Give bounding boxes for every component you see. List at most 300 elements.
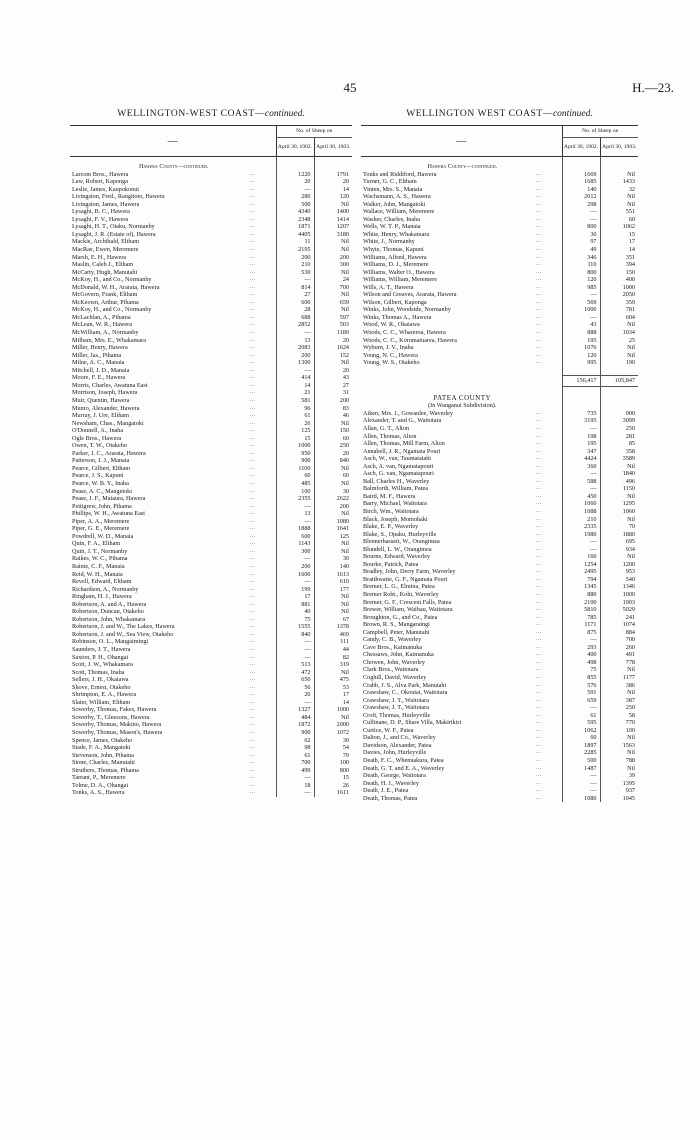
table-row (361, 629, 638, 637)
sheep-1903: 53 (314, 684, 352, 692)
table-row (70, 352, 352, 360)
sheep-1903: Nil (600, 666, 638, 674)
leader-dots: ... (250, 298, 256, 305)
table-row (361, 337, 638, 345)
table-row (70, 759, 352, 767)
table-row (361, 246, 638, 254)
sheep-1902: 995 (562, 359, 600, 367)
sheep-1903: 20 (314, 337, 352, 345)
leader-dots: ... (250, 510, 256, 517)
leader-dots: ... (536, 424, 542, 431)
sheep-1903: 778 (600, 659, 638, 667)
sheep-1903: Nil (314, 714, 352, 722)
owner-name: Piper, G. E., Meremere (72, 525, 130, 533)
sheep-1902: 198 (562, 433, 600, 441)
sheep-1903: Nil (600, 463, 638, 471)
leader-dots: ... (250, 412, 256, 419)
leader-dots: ... (536, 306, 542, 313)
sheep-1902: 27 (276, 291, 314, 299)
sheep-1902: — (276, 518, 314, 526)
sheep-1902: 2100 (562, 599, 600, 607)
owner-name: Death, Thomas, Patea (363, 794, 418, 802)
table-row (70, 201, 352, 209)
owner-name: Piper, A. A., Meremere (72, 517, 130, 525)
sheep-1902: 13 (276, 510, 314, 518)
table-row (361, 734, 638, 742)
sheep-1903: 770 (600, 719, 638, 727)
owner-name: Davies, John, Hurleyville (363, 749, 427, 757)
owner-name: Robertson, J. and W., The Lakes, Hawera (72, 623, 175, 631)
sheep-1903: 39 (600, 772, 638, 780)
sheep-1903: 1880 (600, 531, 638, 539)
table-row (70, 503, 352, 511)
leader-dots: ... (536, 268, 542, 275)
owner-name: Milne, A. C., Manaia (72, 359, 125, 367)
owner-name: Stade, F. A., Mangatoki (72, 744, 131, 752)
left-title-continued: continued. (264, 109, 305, 119)
sheep-1903: 1189 (314, 329, 352, 337)
sheep-1902: 888 (562, 329, 600, 337)
owner-name: Ringham, H. J., Hawera (72, 593, 132, 601)
sheep-1903: 2050 (600, 291, 638, 299)
table-row (70, 782, 352, 790)
leader-dots: ... (536, 313, 542, 320)
table-row (70, 578, 352, 586)
sheep-1902: 700 (276, 759, 314, 767)
leader-dots: ... (536, 417, 542, 424)
leader-dots: ... (536, 492, 542, 499)
owner-name: Braithwaite, G. F., Ngamata Pouri (363, 575, 448, 583)
leader-dots: ... (536, 643, 542, 650)
owner-name: Bremer, L. G., Elmina, Patea (363, 583, 435, 591)
table-row (361, 659, 638, 667)
right-header-1903: April 30, 1903. (600, 138, 638, 157)
hawera-county-total-row (361, 375, 638, 386)
sheep-1902: 498 (562, 659, 600, 667)
sheep-1902: 346 (562, 254, 600, 262)
table-row (361, 352, 638, 360)
leader-dots: ... (250, 200, 256, 207)
leader-dots: ... (536, 741, 542, 748)
sheep-1902: — (276, 646, 314, 654)
leader-dots: ... (250, 706, 256, 713)
sheep-1902: — (276, 699, 314, 707)
owner-name: Winks, John, Woodside, Normanby (363, 306, 451, 314)
owner-name: Lysaght, H. T., Otaku, Normanby (72, 223, 155, 231)
owner-name: Miller, Jas., Pihama (72, 351, 122, 359)
table-row (361, 682, 638, 690)
leader-dots: ... (250, 487, 256, 494)
table-row (70, 412, 352, 420)
sheep-1902: — (562, 208, 600, 216)
owner-name: Wells, W. T. P., Manaia (363, 223, 421, 231)
owner-name: Murray, J. Ure, Eltham (72, 412, 129, 420)
leader-dots: ... (536, 523, 542, 530)
sheep-1903: 140 (314, 563, 352, 571)
owner-name: Bremer, G. F., Crescent Falls, Patea (363, 598, 452, 606)
sheep-1903: 319 (314, 661, 352, 669)
table-row (361, 621, 638, 629)
sheep-1903: 540 (600, 576, 638, 584)
table-row (70, 299, 352, 307)
sheep-1903: 200 (314, 397, 352, 405)
sheep-1902: 26 (276, 420, 314, 428)
leader-dots: ... (536, 462, 542, 469)
sheep-1902: 17 (276, 593, 314, 601)
owner-name: Sellers, J. H., Okaiawa (72, 676, 129, 684)
leader-dots: ... (250, 744, 256, 751)
owner-name: Robertson, Duncan, Otakeho (72, 608, 144, 616)
table-row (361, 463, 638, 471)
owner-name: Pease, J. F., Mataura, Hawera (72, 495, 146, 503)
leader-dots: ... (536, 178, 542, 185)
owner-name: Williams, Alfred, Hawera (363, 253, 427, 261)
sheep-1902: 880 (562, 591, 600, 599)
sheep-1903: 503 (314, 321, 352, 329)
owner-name: Moore, F. E., Hawera (72, 374, 126, 382)
leader-dots: ... (250, 525, 256, 532)
table-row (70, 231, 352, 239)
leader-dots: ... (536, 651, 542, 658)
sheep-1903: 3180 (314, 231, 352, 239)
leader-dots: ... (250, 268, 256, 275)
sheep-1903: Nil (314, 246, 352, 254)
sheep-1902: 513 (276, 661, 314, 669)
leader-dots: ... (536, 432, 542, 439)
sheep-1903: 1074 (600, 621, 638, 629)
owner-name: Tarrant, P., Meremere (72, 774, 126, 782)
sheep-1902: 1980 (562, 531, 600, 539)
table-row (361, 291, 638, 299)
owner-name: Turner, G. C., Eltham (363, 178, 417, 186)
patea-county-heading-text: PATEA COUNTY (433, 394, 492, 402)
sheep-1902: — (276, 638, 314, 646)
sheep-1902: 96 (276, 405, 314, 413)
sheep-1902: 160 (562, 553, 600, 561)
leader-dots: ... (250, 653, 256, 660)
owner-name: Slater, William, Eltham (72, 698, 131, 706)
leader-dots: ... (536, 246, 542, 253)
sheep-1902: 581 (276, 397, 314, 405)
right-title-continued: continued. (552, 109, 593, 119)
table-row (361, 546, 638, 554)
sheep-1903: Nil (314, 608, 352, 616)
sheep-1903: 150 (600, 269, 638, 277)
sheep-1903: Nil (600, 689, 638, 697)
sheep-1903: Nil (314, 540, 352, 548)
sheep-1903: 358 (600, 448, 638, 456)
sheep-1903: 1000 (600, 284, 638, 292)
sheep-1902: — (562, 314, 600, 322)
owner-name: Sowerby, Thomas, Mason's, Hawera (72, 729, 163, 737)
owner-name: Pearce, W. B. Y., Inaha (72, 479, 129, 487)
sheep-1903: Nil (600, 765, 638, 773)
sheep-1902: — (276, 654, 314, 662)
owner-name: Asch, G. van, Ngamatapouri (363, 470, 434, 478)
owner-name: Larcom Bros., Hawera (72, 170, 129, 178)
sheep-1902: 280 (276, 193, 314, 201)
sheep-1903: 597 (314, 314, 352, 322)
owner-name: Death, G. T. and E. A., Waverley (363, 764, 445, 772)
leader-dots: ... (250, 698, 256, 705)
leader-dots: ... (250, 766, 256, 773)
sheep-1902: 61 (562, 712, 600, 720)
sheep-1902: 1080 (562, 795, 600, 803)
owner-name: Bremer Robt., Kohi, Waverley (363, 590, 439, 598)
table-row (70, 684, 352, 692)
sheep-1902: 298 (562, 201, 600, 209)
sheep-1902: 13 (276, 337, 314, 345)
sheep-1903: 1903 (600, 599, 638, 607)
sheep-1902: 600 (276, 299, 314, 307)
owner-name: Brewer, William, Waihau, Waitotara (363, 606, 453, 614)
sheep-1902: 1345 (562, 583, 600, 591)
table-row (70, 306, 352, 314)
table-row (361, 186, 638, 194)
sheep-1903: Nil (314, 510, 352, 518)
owner-name: Bourke, Patrick, Patea (363, 560, 419, 568)
sheep-1903: 200 (314, 503, 352, 511)
leader-dots: ... (536, 329, 542, 336)
owner-name: Chessaws, John, Kaimanuka (363, 651, 434, 659)
owner-name: Blennerhassett, W., Orangimea (363, 538, 440, 546)
sheep-1903: 27 (314, 382, 352, 390)
leader-dots: ... (250, 759, 256, 766)
table-row (361, 787, 638, 795)
table-row (70, 540, 352, 548)
owner-name: McLean, W. R., Hawera (72, 321, 132, 329)
sheep-1902: 735 (562, 410, 600, 418)
sheep-1903: 58 (600, 712, 638, 720)
leader-dots: ... (250, 291, 256, 298)
table-row (361, 697, 638, 705)
table-row (70, 691, 352, 699)
table-row (70, 729, 352, 737)
sheep-1903: 15 (314, 774, 352, 782)
left-section-heading: Hawera County—continued. (138, 163, 209, 170)
sheep-1903: 20 (314, 367, 352, 375)
left-header-blank: — (70, 126, 276, 157)
sheep-1902: 5810 (562, 606, 600, 614)
table-row (361, 171, 638, 179)
sheep-1903: 884 (600, 629, 638, 637)
sheep-1902: 472 (276, 669, 314, 677)
table-row (361, 299, 638, 307)
leader-dots: ... (536, 185, 542, 192)
owner-name: MacRae, Ewen, Meremere (72, 246, 139, 254)
table-row (70, 744, 352, 752)
owner-name: Asch, W., van, Taumatatahi (363, 455, 432, 463)
sheep-1902: 900 (276, 729, 314, 737)
leader-dots: ... (250, 570, 256, 577)
sheep-1902: 1171 (562, 621, 600, 629)
owner-name: Morris, Charles, Awatuna East (72, 381, 148, 389)
sheep-1902: — (562, 772, 600, 780)
table-row (70, 450, 352, 458)
leader-dots: ... (250, 729, 256, 736)
sheep-1902: 840 (276, 631, 314, 639)
table-row (361, 410, 638, 418)
sheep-1902: 14 (276, 382, 314, 390)
right-title-main: WELLINGTON WEST COAST (406, 109, 543, 119)
owner-name: Livingston, James, Hawera (72, 200, 140, 208)
table-row (361, 561, 638, 569)
leader-dots: ... (536, 575, 542, 582)
sheep-1903: 1207 (314, 223, 352, 231)
document-reference: H.—23. (632, 80, 674, 95)
sheep-1902: 1220 (276, 171, 314, 179)
sheep-1903: 82 (314, 654, 352, 662)
sheep-1903: 659 (314, 299, 352, 307)
sheep-1902: 120 (562, 352, 600, 360)
sheep-1902: — (276, 555, 314, 563)
sheep-1902: — (562, 636, 600, 644)
leader-dots: ... (250, 691, 256, 698)
leader-dots: ... (250, 638, 256, 645)
sheep-1903: 1624 (314, 344, 352, 352)
sheep-1903: 250 (600, 704, 638, 712)
sheep-1902: 875 (562, 629, 600, 637)
owner-name: Croft, Thomas, Hurleyville (363, 711, 431, 719)
sheep-1902: — (562, 546, 600, 554)
table-row (70, 533, 352, 541)
owner-name: Morrison, Joseph, Hawera (72, 389, 138, 397)
owner-name: Woods, C. C., Whareroa, Hawera (363, 329, 446, 337)
owner-name: Blake, S., Opaku, Hurleyville (363, 530, 437, 538)
sheep-1902: 4340 (276, 208, 314, 216)
leader-dots: ... (250, 532, 256, 539)
owner-name: Barry, Michael, Waitotara (363, 500, 427, 508)
sheep-1902: — (562, 216, 600, 224)
table-row (70, 654, 352, 662)
sheep-1903: 83 (314, 405, 352, 413)
table-row (70, 488, 352, 496)
leader-dots: ... (250, 306, 256, 313)
table-row (361, 284, 638, 292)
owner-name: Lysaght, J. R. (Estate of), Hawera (72, 230, 156, 238)
patea-county-subheading-text: (In Wanganui Subdivision). (428, 402, 497, 410)
table-row (70, 714, 352, 722)
sheep-1903: 26 (314, 782, 352, 790)
leader-dots: ... (250, 283, 256, 290)
sheep-1903: 150 (314, 427, 352, 435)
leader-dots: ... (536, 598, 542, 605)
sheep-1903: 17 (600, 238, 638, 246)
table-row (361, 704, 638, 712)
sheep-1902: 794 (562, 576, 600, 584)
table-row (70, 178, 352, 186)
owner-name: Crawshaw, J. T., Waitotara (363, 696, 429, 704)
table-row (361, 208, 638, 216)
sheep-1903: 475 (314, 676, 352, 684)
sheep-1903: 1395 (600, 780, 638, 788)
table-row (361, 666, 638, 674)
table-row (70, 699, 352, 707)
sheep-1903: 15 (600, 231, 638, 239)
sheep-1902: — (276, 578, 314, 586)
table-row (70, 442, 352, 450)
table-row (361, 727, 638, 735)
sheep-1903: 1346 (600, 583, 638, 591)
table-row (361, 306, 638, 314)
leader-dots: ... (250, 774, 256, 781)
table-row (70, 420, 352, 428)
leader-dots: ... (250, 178, 256, 185)
leader-dots: ... (536, 230, 542, 237)
leader-dots: ... (536, 208, 542, 215)
right-column (361, 108, 638, 802)
table-row (70, 457, 352, 465)
sheep-1902: 1897 (562, 742, 600, 750)
sheep-1902: 49 (562, 246, 600, 254)
sheep-1903: 3589 (600, 455, 638, 463)
table-row (361, 757, 638, 765)
owner-name: Black, Joseph, Momohaki (363, 515, 428, 523)
sheep-1903: 3099 (600, 417, 638, 425)
sheep-1902: 20 (276, 691, 314, 699)
table-row (70, 737, 352, 745)
sheep-1903: Nil (600, 734, 638, 742)
sheep-1903: 700 (314, 284, 352, 292)
leader-dots: ... (250, 276, 256, 283)
leader-dots: ... (536, 530, 542, 537)
sheep-1903: 953 (600, 568, 638, 576)
owner-name: Crawshaw, C., Okoutai, Waitotara (363, 689, 448, 697)
sheep-1903: 1563 (600, 742, 638, 750)
leader-dots: ... (250, 223, 256, 230)
leader-dots: ... (536, 719, 542, 726)
table-row (361, 523, 638, 531)
sheep-1903: 2622 (314, 495, 352, 503)
owner-name: Sowerby, T., Gleesons, Hawera (72, 713, 150, 721)
sheep-1902: 1062 (562, 727, 600, 735)
sheep-1902: — (276, 367, 314, 375)
table-row (361, 689, 638, 697)
leader-dots: ... (250, 336, 256, 343)
sheep-1902: 1300 (276, 359, 314, 367)
owner-name: O'Donnell, A., Inaha (72, 427, 124, 435)
leader-dots: ... (250, 593, 256, 600)
sheep-1903: Nil (314, 548, 352, 556)
sheep-1902: 500 (562, 757, 600, 765)
table-row (70, 193, 352, 201)
right-column-title (361, 108, 638, 121)
owner-name: Shove, Ernest, Otakeho (72, 683, 131, 691)
sheep-1903: 1378 (314, 623, 352, 631)
sheep-1902: 210 (562, 516, 600, 524)
table-row (70, 246, 352, 254)
leader-dots: ... (536, 568, 542, 575)
sheep-1903: 1613 (314, 571, 352, 579)
sheep-1902: — (562, 704, 600, 712)
sheep-1903: 30 (314, 555, 352, 563)
sheep-1903: 14 (314, 186, 352, 194)
sheep-1902: 3195 (562, 417, 600, 425)
owner-name: Maslin, Caleb J., Eltham (72, 261, 134, 269)
sheep-1903: 496 (600, 478, 638, 486)
table-row (361, 538, 638, 546)
table-row (361, 583, 638, 591)
sheep-1902: 500 (276, 201, 314, 209)
table-row (70, 631, 352, 639)
leader-dots: ... (536, 590, 542, 597)
table-row (70, 435, 352, 443)
leader-dots: ... (536, 507, 542, 514)
sheep-1903: Nil (600, 352, 638, 360)
sheep-1903: 551 (600, 208, 638, 216)
sheep-1902: 18 (276, 782, 314, 790)
owner-name: Blake, E. P., Waverley (363, 523, 419, 531)
